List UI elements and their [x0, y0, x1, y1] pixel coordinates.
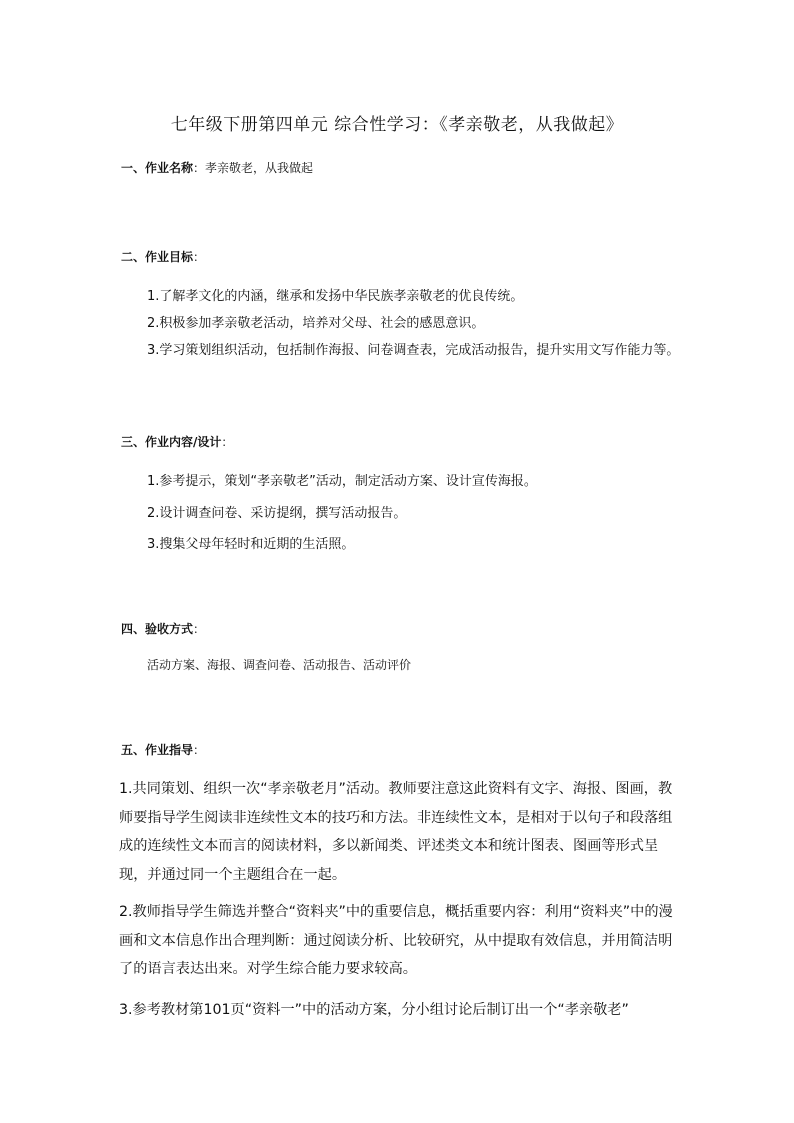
section-content — [121, 433, 233, 450]
content-item: 2.设计调查问卷、采访提纲，撰写活动报告。 — [147, 506, 407, 521]
goal-item: 1.了解孝文化的内涵，继承和发扬中华民族孝亲敬老的优良传统。 — [147, 289, 524, 304]
section-acceptance-sep: ： — [193, 622, 206, 636]
guidance-item: 1.共同策划、组织一次“孝亲敬老月”活动。教师要注意这此资料有文字、海报、图画，教师要指导学生阅读非连续性文本的技巧和方法。非连续性文本，是相对于以句子和段落组成的连续性文本而言的阅读材料，多以新闻类、评述类文本和统计图表、图画等形式呈现，并通过同一个主题组合在一起。 — [119, 781, 673, 883]
section-name-sep: ： — [193, 161, 206, 175]
goal-item: 3.学习策划组织活动，包括制作海报、问卷调查表，完成活动报告，提升实用文写作能力等。 — [147, 343, 680, 358]
section-content-label: 三、作业内容/设计 — [121, 435, 222, 449]
acceptance-text: 活动方案、海报、调查问卷、活动报告、活动评价 — [147, 658, 412, 672]
section-name-value: 孝亲敬老，从我做起 — [205, 161, 314, 175]
goal-item: 2.积极参加孝亲敬老活动，培养对父母、社会的感恩意识。 — [147, 316, 485, 331]
section-acceptance-label: 四、验收方式 — [121, 622, 194, 636]
section-name-label: 一、作业名称 — [121, 161, 194, 175]
section-guidance-sep: ： — [193, 743, 206, 757]
section-guidance-label: 五、作业指导 — [121, 743, 194, 757]
section-name — [121, 159, 313, 176]
guidance-item: 2.教师指导学生筛选并整合“资料夹”中的重要信息，概括重要内容：利用“资料夹”中的漫画和文本信息作出合理判断：通过阅读分析、比较研究，从中提取有效信息，并用简洁明了的语言表达出来。对学生综合能力要求较高。 — [119, 904, 673, 977]
guidance-item: 3.参考教材第101页“资料一”中的活动方案，分小组讨论后制订出一个“孝亲敬老” — [119, 1002, 629, 1018]
document-title: 七年级下册第四单元 综合性学习：《孝亲敬老，从我做起》 — [170, 115, 624, 135]
section-goals-label: 二、作业目标 — [121, 250, 194, 264]
content-item: 1.参考提示，策划“孝亲敬老”活动，制定活动方案、设计宣传海报。 — [147, 474, 537, 489]
content-item: 3.搜集父母年轻时和近期的生活照。 — [147, 537, 355, 552]
section-guidance — [121, 741, 205, 758]
section-goals-sep: ： — [193, 250, 206, 264]
section-acceptance — [121, 620, 205, 637]
section-content-sep: ： — [221, 435, 234, 449]
section-goals — [121, 248, 205, 265]
